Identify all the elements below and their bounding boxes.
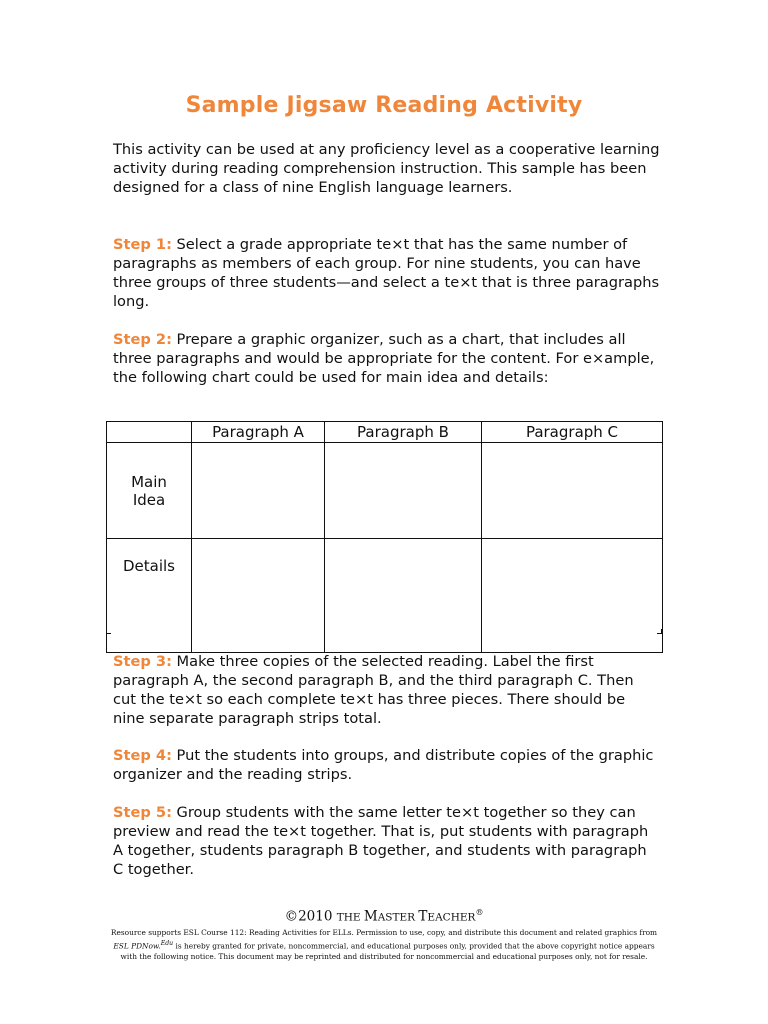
- step-5-label: Step 5:: [113, 804, 172, 821]
- intro-paragraph: This activity can be used at any proficiency level as a cooperative learning activity during reading comprehension instruction. This sample has been designed for a class of nine English language learners.: [113, 141, 660, 196]
- table-bottom-ticks: [106, 629, 662, 633]
- step-3: [113, 652, 661, 728]
- step-2-label: Step 2:: [113, 331, 172, 348]
- table-cell: [192, 539, 325, 653]
- step-1-label: Step 1:: [113, 236, 172, 253]
- table-cell: [482, 539, 663, 653]
- table-cell: [192, 443, 325, 539]
- step-5-text: Group students with the same letter te×t together so they can preview and read the te×t together. That is, put students with paragraph A together, students paragraph B together, and students with paragraph C together.: [113, 804, 649, 878]
- table-row: [107, 539, 663, 653]
- step-1: [113, 235, 661, 311]
- step-3-text: Make three copies of the selected reading. Label the first paragraph A, the second paragraph B, and the third paragraph C. Then cut the te×t so each complete te×t has three pieces. There should be nine separate paragraph strips total.: [113, 653, 634, 727]
- table-cell: [325, 443, 482, 539]
- graphic-organizer-table: [106, 421, 663, 653]
- step-5: [113, 803, 661, 879]
- column-header-paragraph-b: Paragraph B: [325, 422, 482, 443]
- table-row: [107, 443, 663, 539]
- step-1-text: Select a grade appropriate te×t that has the same number of paragraphs as members of each group. For nine students, you can have three groups of three students—and select a te×t that is three paragraphs long.: [113, 236, 660, 310]
- table-header-row: [107, 422, 663, 443]
- step-2: [113, 330, 661, 387]
- row-header-main-idea: Main Idea: [107, 443, 192, 539]
- column-header-paragraph-c: Paragraph C: [482, 422, 663, 443]
- step-2-text: Prepare a graphic organizer, such as a chart, that includes all three paragraphs and would be appropriate for the content. For e×ample, the following chart could be used for main idea and details:: [113, 331, 655, 386]
- row-header-details: Details: [107, 539, 192, 653]
- table-corner-cell: [107, 422, 192, 443]
- step-4-text: Put the students into groups, and distribute copies of the graphic organizer and the reading strips.: [113, 747, 654, 783]
- step-4: [113, 746, 661, 784]
- step-4-label: Step 4:: [113, 747, 172, 764]
- table-cell: [482, 443, 663, 539]
- permission-notice: Resource supports ESL Course 112: Reading Activities for ELLs. Permission to use, copy, and distribute this document and related graphics from ESL PDNow.$^{Edu}$ is hereby granted for private, noncommercial, and educational purposes only, provided that the above copyright notice appears with the following notice. This document may be reprinted and distributed for noncommercial and educational purposes only, not for resale.: [110, 928, 658, 962]
- table-cell: [325, 539, 482, 653]
- step-3-label: Step 3:: [113, 653, 172, 670]
- table-tick-left: [106, 629, 111, 634]
- page-title: Sample Jigsaw Reading Activity: [185, 93, 583, 118]
- table-tick-right: [657, 629, 662, 634]
- copyright-line: ©2010 THE MASTER TEACHER®: [284, 908, 484, 925]
- column-header-paragraph-a: Paragraph A: [192, 422, 325, 443]
